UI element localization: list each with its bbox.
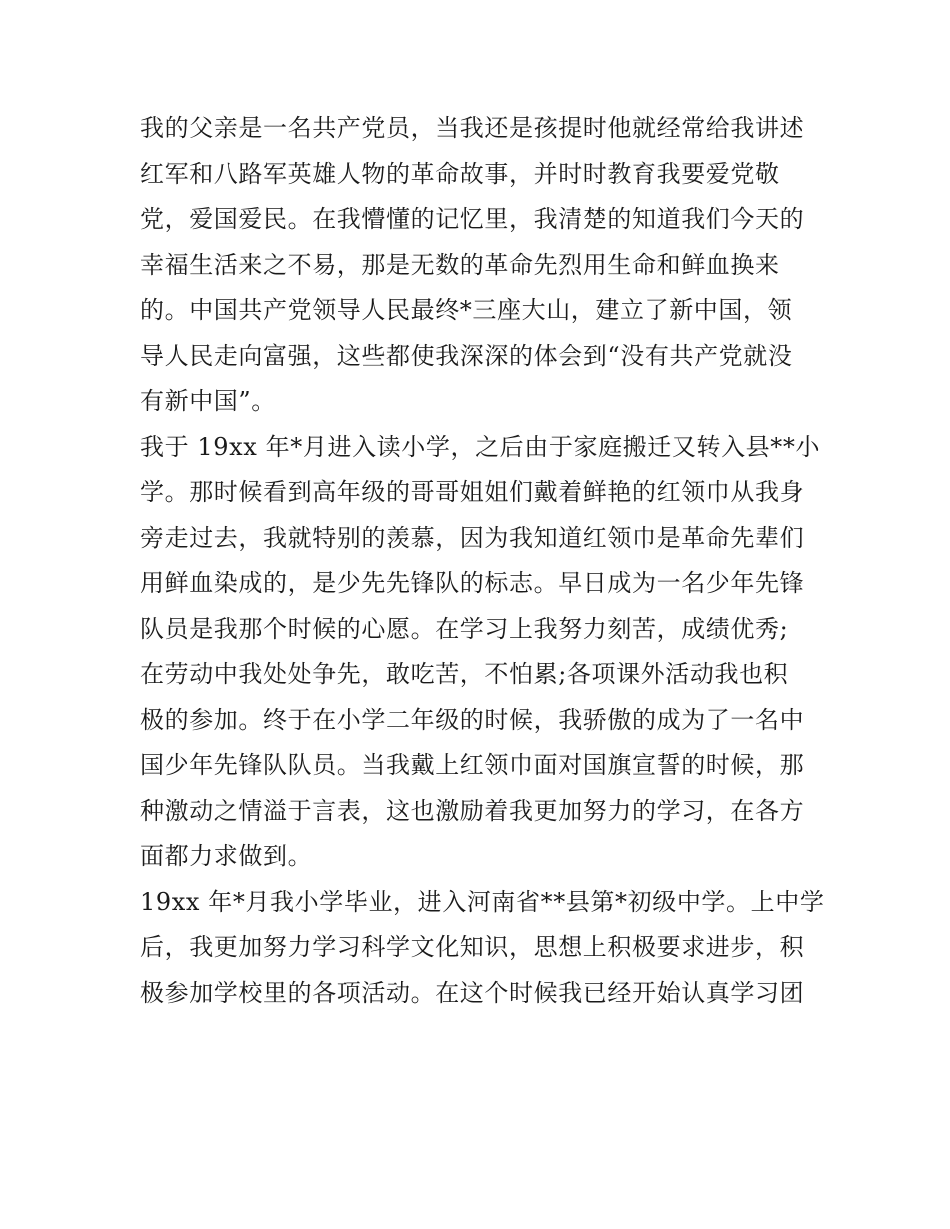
text-line: 导人民走向富强，这些都使我深深的体会到“没有共产党就没 (140, 341, 793, 370)
text-line: 在劳动中我处处争先，敢吃苦，不怕累;各项课外活动我也积 (140, 660, 789, 688)
paragraph (140, 425, 820, 880)
text-line: 旁走过去，我就特别的羡慕，因为我知道红领巾是革命先辈们 (140, 523, 805, 552)
paragraph (140, 880, 825, 1017)
text-line: 极参加学校里的各项活动。在这个时候我已经开始认真学习团 (140, 978, 805, 1007)
text-line: 后，我更加努力学习科学文化知识，思想上积极要求进步，积 (140, 933, 805, 961)
text-line: 队员是我那个时候的心愿。在学习上我努力刻苦，成绩优秀; (140, 614, 789, 643)
text-line: 有新中国”。 (140, 387, 276, 415)
document-body (140, 106, 825, 1016)
text-line: 面都力求做到。 (140, 842, 313, 870)
text-line: 极的参加。终于在小学二年级的时候，我骄傲的成为了一名中 (140, 705, 805, 734)
text-line: 的。中国共产党领导人民最终*三座大山，建立了新中国，领 (140, 296, 793, 324)
text-line: 红军和八路军英雄人物的革命故事，并时时教育我要爱党敬 (140, 159, 780, 188)
paragraph (140, 106, 820, 425)
text-line: 我的父亲是一名共产党员，当我还是孩提时他就经常给我讲述 (140, 114, 805, 142)
text-line: 国少年先锋队队员。当我戴上红领巾面对国旗宣誓的时候，那 (140, 751, 805, 779)
text-line: 党，爱国爱民。在我懵懂的记忆里，我清楚的知道我们今天的 (140, 205, 805, 233)
text-line: 用鲜血染成的，是少先先锋队的标志。早日成为一名少年先锋 (140, 569, 805, 597)
text-line: 学。那时候看到高年级的哥哥姐姐们戴着鲜艳的红领巾从我身 (140, 478, 805, 506)
text-line: 我于 19xx 年*月进入读小学，之后由于家庭搬迁又转入县**小 (140, 432, 821, 461)
text-line: 种激动之情溢于言表，这也激励着我更加努力的学习，在各方 (140, 796, 805, 825)
text-line: 幸福生活来之不易，那是无数的革命先烈用生命和鲜血换来 (140, 250, 780, 279)
text-line: 19xx 年*月我小学毕业，进入河南省**县第*初级中学。上中学 (140, 887, 825, 916)
